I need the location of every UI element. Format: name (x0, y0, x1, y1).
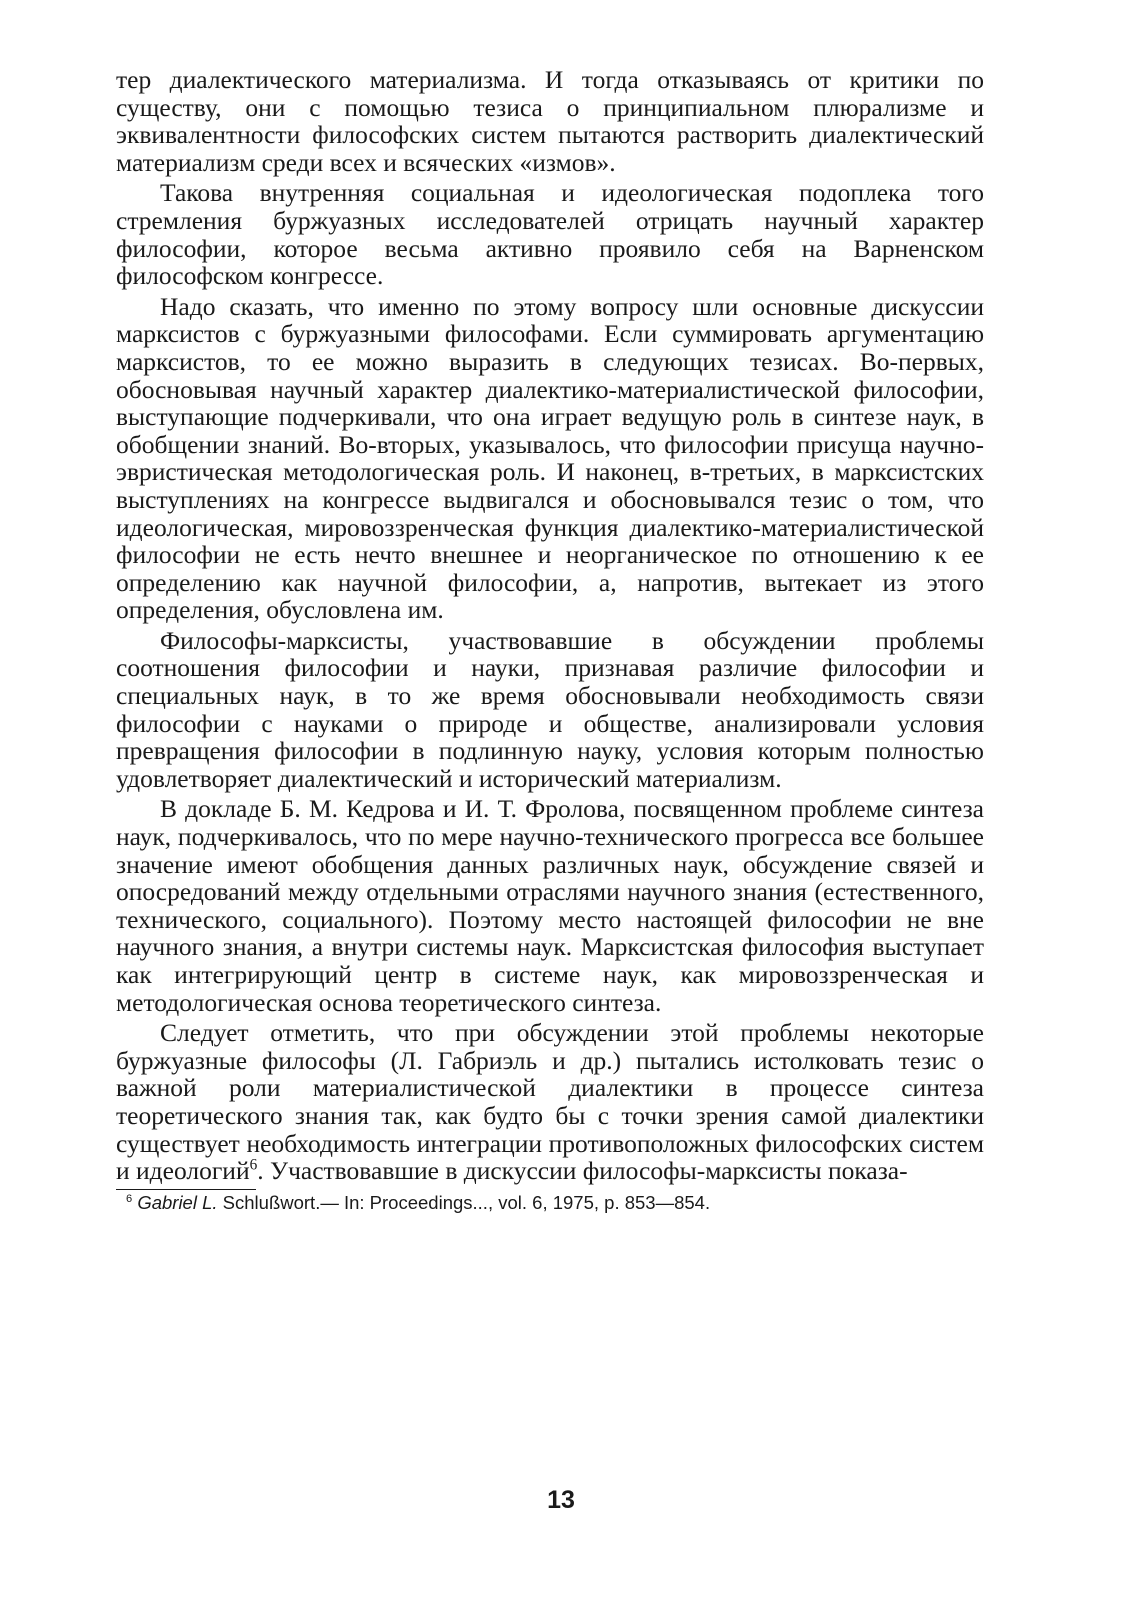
footnote-text: Schlußwort.— In: Proceedings..., vol. 6, 1975, p. 853—854. (217, 1191, 711, 1213)
paragraph-6-continuation: . Участвовавшие в дискуссии философы-марксисты показа- (257, 1156, 908, 1186)
footnote-author: Gabriel L. (137, 1191, 218, 1213)
paragraph-6 (116, 1019, 984, 1185)
paragraph-4: Философы-марксисты, участвовавшие в обсуждении проблемы соотношения философии и науки, признавая различие философии и специальных наук, в то же время обосновывали необходимость связи философии с науками о природе и обществе, анализировали условия превращения философии в подлинную науку, условия которым полностью удовлетворяет диалектический и исторический материализм. (116, 625, 984, 793)
footnote-divider (116, 1189, 256, 1190)
footnote (116, 1192, 984, 1214)
paragraph-6-text: Следует отметить, что при обсуждении этой проблемы некоторые буржуазные философы (Л. Габриэль и др.) пытались истолковать тезис о важной роли материалистической диалектики в процессе синтеза теоретического знания так, как будто бы с точки зрения самой диалектики существует необходимость интеграции противоположных философских систем и идеологий (116, 1018, 984, 1186)
page-body (116, 66, 984, 1214)
paragraph-2: Такова внутренняя социальная и идеологическая подоплека того стремления буржуазных исследователей отрицать научный характер философии, которое весьма активно проявило себя на Варненском философском конгрессе. (116, 178, 984, 291)
paragraph-1: тер диалектического материализма. И тогда отказываясь от критики по существу, они с помощью тезиса о принципиальном плюрализме и эквивалентности философских систем пытаются растворить диалектический материализм среди всех и всяческих «измов». (116, 65, 984, 177)
page-number: 13 (547, 1486, 575, 1514)
footnote-mark: 6 (126, 1192, 133, 1205)
paragraph-5: В докладе Б. М. Кедрова и И. Т. Фролова, посвященном проблеме синтеза наук, подчеркивалось, что по мере научно-технического прогресса все большее значение имеют обобщения данных различных наук, обсуждение связей и опосредований между отдельными отраслями научного знания (естественного, технического, социального). Поэтому место настоящей философии не вне научного знания, а внутри системы наук. Марксистская философия выступает как интегрирующий центр в системе наук, как мировоззренческая и методологическая основа теоретического синтеза. (116, 794, 984, 1017)
footnote-reference: 6 (249, 1156, 258, 1174)
paragraph-3: Надо сказать, что именно по этому вопросу шли основные дискуссии марксистов с буржуазными философами. Если суммировать аргументацию марксистов, то ее можно выразить в следующих тезисах. Во-первых, обосновывая научный характер диалектико-материалистической философии, выступающие подчеркивали, что она играет ведущую роль в синтезе наук, в обобщении знаний. Во-вторых, указывалось, что философии присуща научно-эвристическая методологическая роль. И наконец, в-третьих, в марксистских выступлениях на конгрессе выдвигался и обосновывался тезис о том, что идеологическая, мировоззренческая функция диалектико-материалистической философии не есть нечто внешнее и неорганическое по отношению к ее определению как научной философии, а, напротив, вытекает из этого определения, обусловлена им. (116, 291, 984, 625)
